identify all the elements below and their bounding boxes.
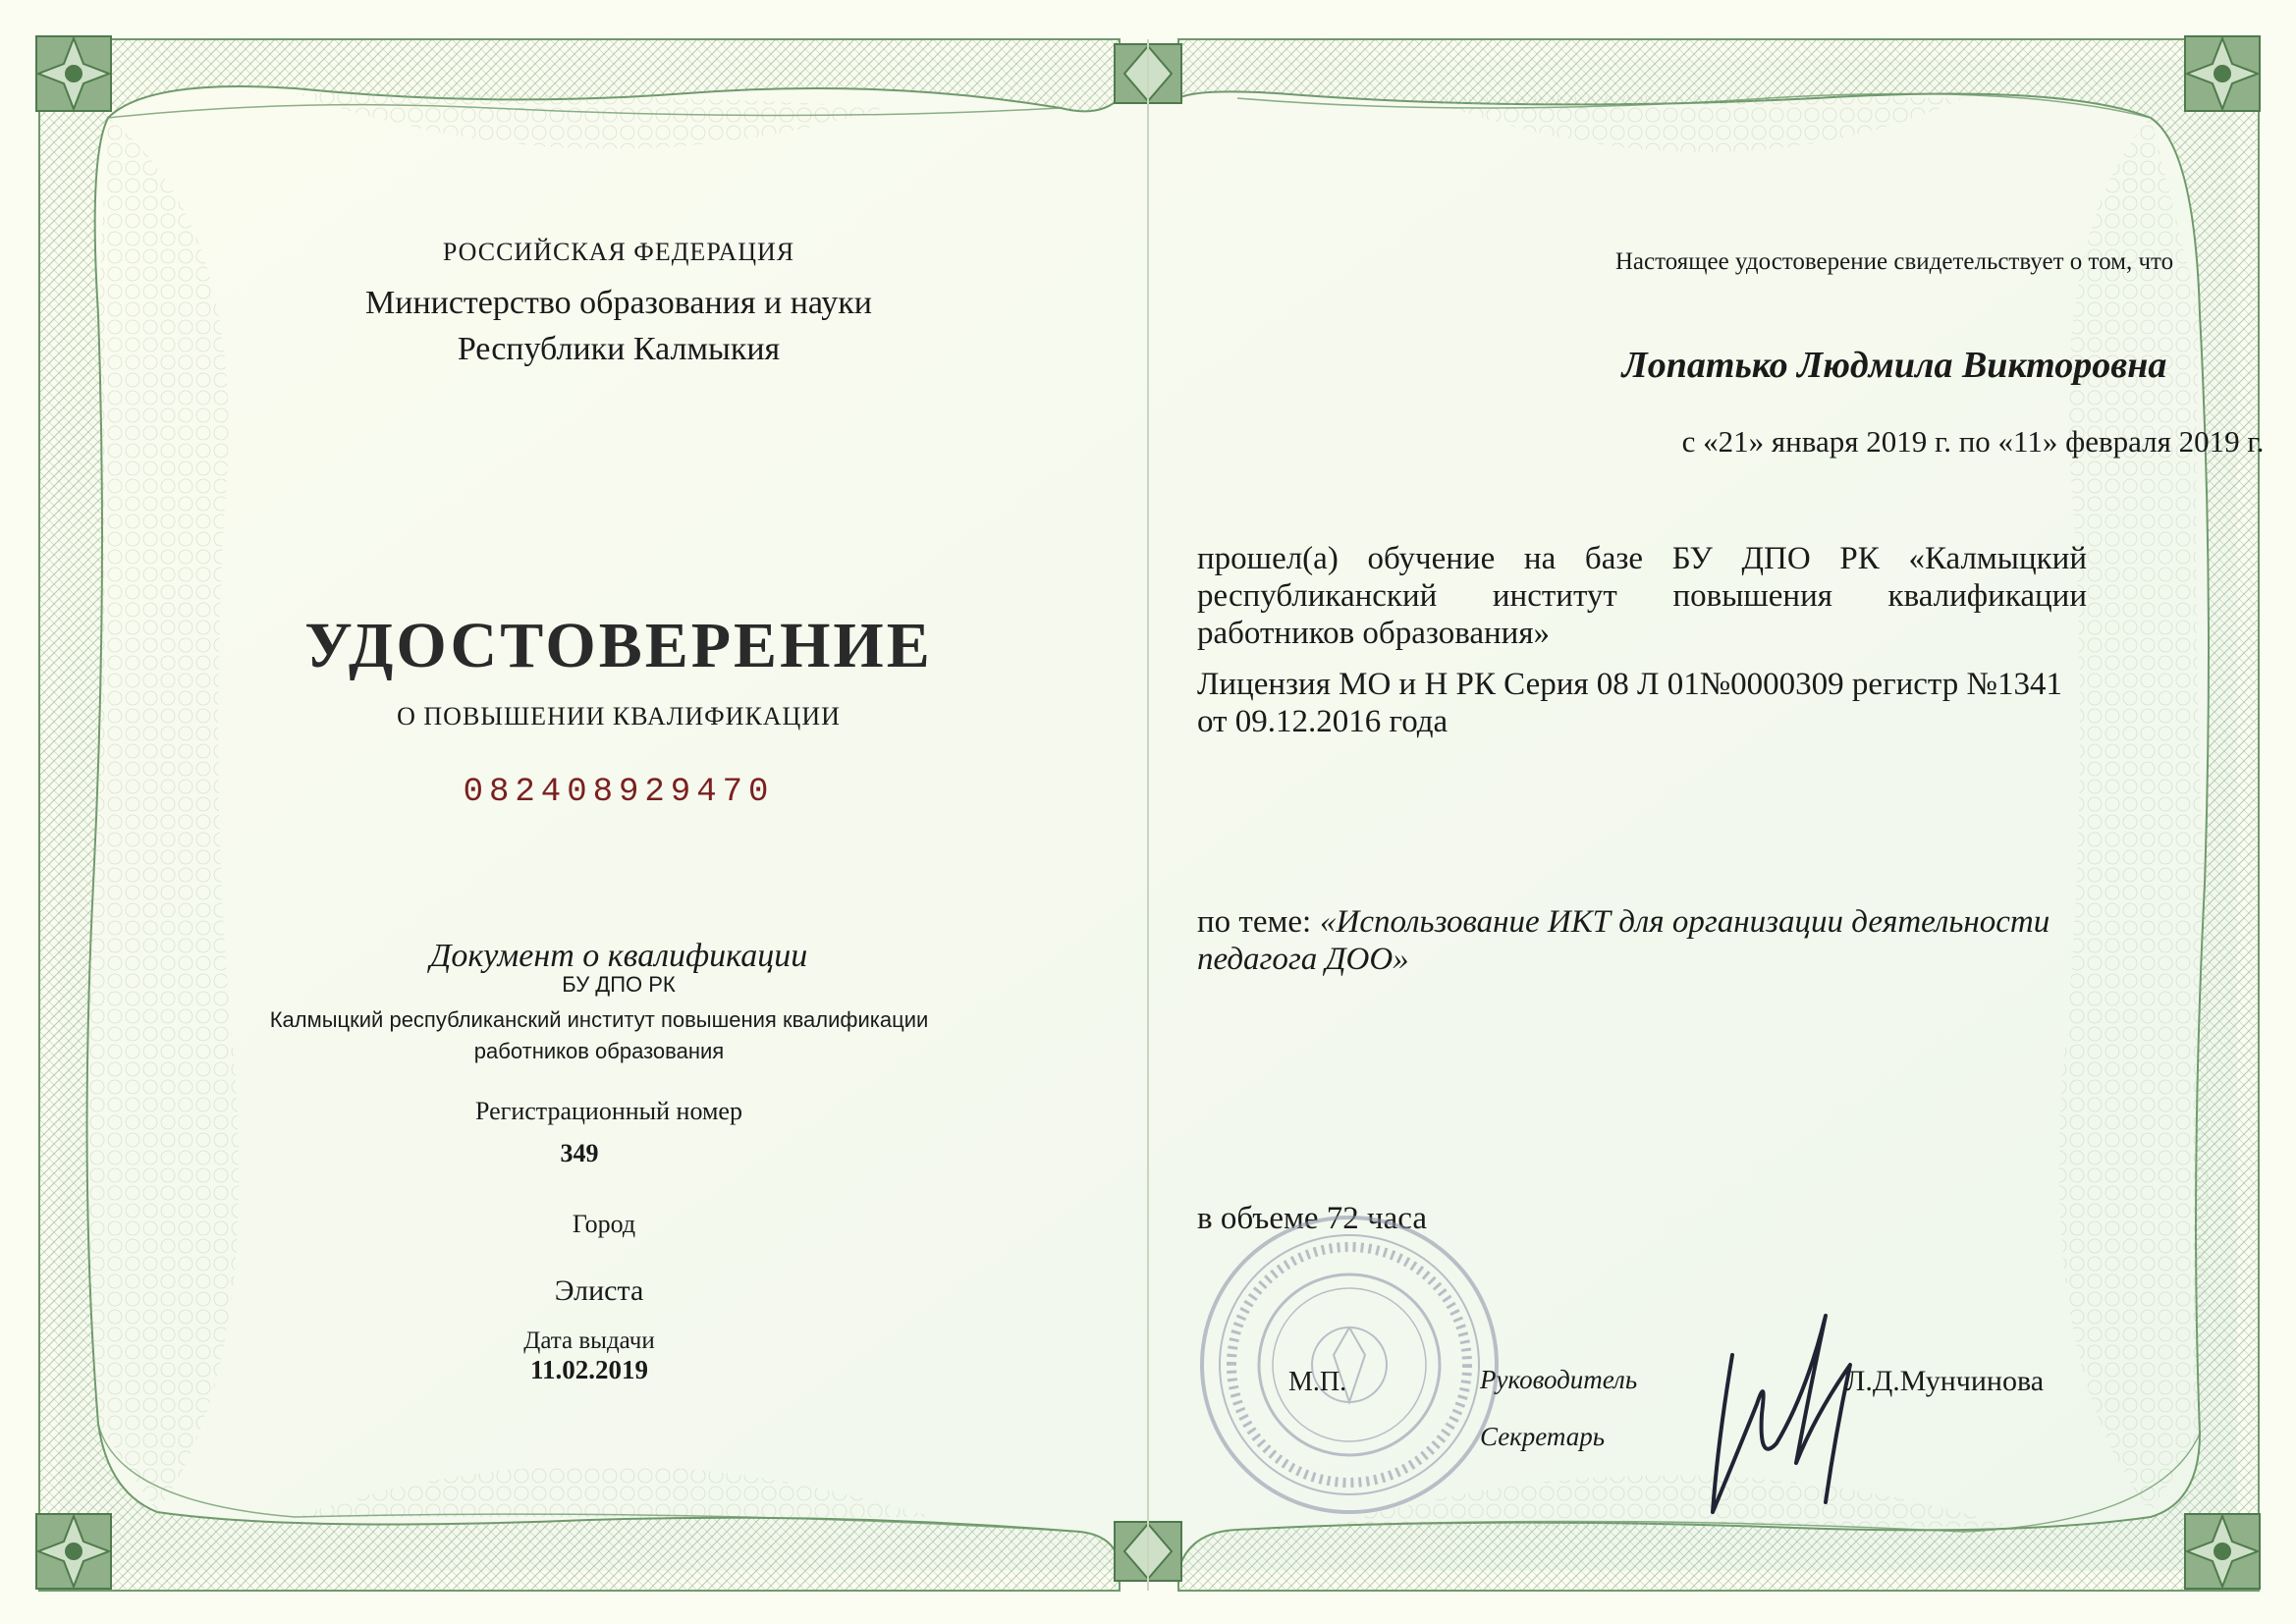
serial-number: 082408929470 xyxy=(463,774,775,811)
reg-number: 349 xyxy=(560,1139,599,1167)
city-value: Элиста xyxy=(554,1274,644,1307)
volume-text: в объеме 72 часа xyxy=(1197,1201,1427,1236)
topic-line-2: педагога ДОО» xyxy=(1197,942,1409,977)
recipient-name: Лопатько Людмила Викторовна xyxy=(1621,345,2167,386)
org-line-1: Калмыцкий республиканский институт повышения квалификации xyxy=(269,1007,929,1032)
signature xyxy=(1678,1296,1924,1522)
secretary-label: Секретарь xyxy=(1480,1422,1606,1451)
doc-label: Документ о квалификации xyxy=(429,938,808,974)
topic-line-1: «Использование ИКТ для организации деятельности xyxy=(1320,904,2050,940)
ministry-line-2: Республики Калмыкия xyxy=(457,331,781,367)
right-page xyxy=(1148,0,2296,1624)
document-title: УДОСТОВЕРЕНИЕ xyxy=(304,610,933,681)
reg-label: Регистрационный номер xyxy=(475,1097,742,1125)
training-line-1: прошел(а) обучение на базе БУ ДПО РК «Калмыцкий xyxy=(1197,541,2087,576)
head-name: Л.Д.Мунчинова xyxy=(1845,1365,2045,1397)
topic-label: по теме: xyxy=(1197,904,1312,940)
head-label: Руководитель xyxy=(1480,1365,1638,1394)
org-short: БУ ДПО РК xyxy=(562,972,676,997)
city-label: Город xyxy=(572,1210,636,1238)
training-line-2: республиканский институт повышения квалификации xyxy=(1197,578,2087,614)
training-line-3: работников образования» xyxy=(1197,616,1551,651)
org-line-2: работников образования xyxy=(473,1039,725,1063)
country-heading: РОССИЙСКАЯ ФЕДЕРАЦИЯ xyxy=(442,238,795,266)
training-period: с «21» января 2019 г. по «11» февраля 2019 г. xyxy=(1681,424,2265,459)
round-seal xyxy=(1192,1208,1506,1522)
stamp-label: М.П. xyxy=(1288,1367,1347,1397)
issue-label: Дата выдачи xyxy=(523,1327,655,1354)
license-line-1: Лицензия МО и Н РК Серия 08 Л 01№0000309 регистр №1341 xyxy=(1197,667,2062,702)
ministry-line-1: Министерство образования и науки xyxy=(365,285,872,321)
issue-date: 11.02.2019 xyxy=(529,1355,649,1384)
intro-text: Настоящее удостоверение свидетельствует о том, что xyxy=(1614,248,2174,275)
document-subtitle: О ПОВЫШЕНИИ КВАЛИФИКАЦИИ xyxy=(397,702,841,731)
license-line-2: от 09.12.2016 года xyxy=(1197,704,1449,739)
